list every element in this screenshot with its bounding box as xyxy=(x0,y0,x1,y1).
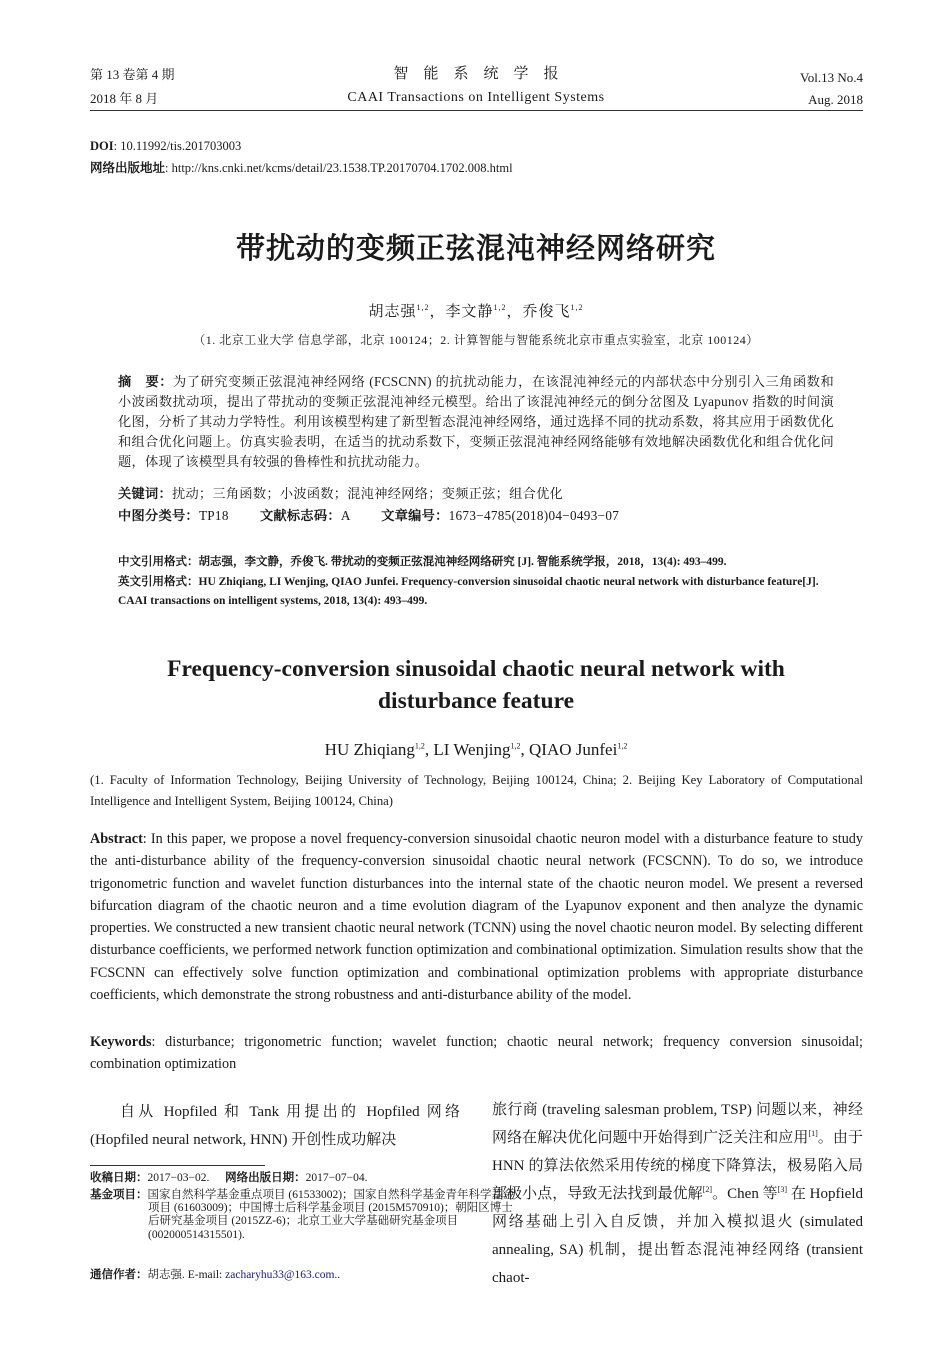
keywords-cn xyxy=(118,484,834,504)
author-1-en: HU Zhiqiang xyxy=(324,740,415,759)
keywords-en-text: : disturbance; trigonometric function; wavelet function; chaotic neural network; frequency conversion sinusoidal; combination optimization xyxy=(90,1034,863,1073)
corresponding-author xyxy=(90,1269,460,1282)
class-label: 中图分类号： xyxy=(118,508,199,523)
received-value: 2017−03−02. xyxy=(147,1172,210,1184)
author-1-cn: 胡志强 xyxy=(368,304,417,320)
received-dates xyxy=(90,1172,460,1185)
online-date-value: 2017−07−04. xyxy=(305,1172,368,1184)
article-number-label: 文章编号： xyxy=(381,508,449,523)
doi-label: DOI xyxy=(90,139,114,153)
doc-code-label: 文献标志码： xyxy=(259,508,341,523)
corresponding-email-link[interactable]: zacharyhu33@163.com xyxy=(225,1269,335,1281)
online-address-label: 网络出版地址 xyxy=(90,161,166,175)
reference-3[interactable]: [3] xyxy=(777,1185,788,1194)
reference-1[interactable]: [1] xyxy=(808,1129,818,1138)
body-right-text-2: 。由于 HNN 的算法依然采用传统的梯度下降算法，极易陷入局部极小点，导致无法找到最优解 xyxy=(492,1130,863,1202)
keywords-en xyxy=(90,1031,863,1076)
date-cn: 2018 年 8 月 xyxy=(90,91,159,106)
abstract-en-text: : In this paper, we propose a novel frequency-conversion sinusoidal chaotic neuron model with a disturbance feature to study the anti-disturbance ability of the frequency-conversion sinusoidal chaotic neural network (FCSCNN). To do so, we introduce trigonometric function and wavelet function disturbances into the internal state of the chaotic neuron model. We present a reversed bifurcation diagram of the chaotic neuron and a time evolution diagram of the Lyapunov exponent and then analyze the dynamic properties. We constructed a new transient chaotic neural network (TCNN) using the novel chaotic neuron model. By selecting different disturbance coefficients, we performed network function optimization and combinational optimization. Simulation results show that the FCSCNN can effectively solve function optimization and combinational optimization problems with appropriate disturbance coefficients, which demonstrate the strong robustness and anti-disturbance ability of the model. xyxy=(90,831,863,1004)
author-2-en: LI Wenjing xyxy=(433,740,511,759)
abstract-en-label: Abstract xyxy=(90,831,143,847)
citation-en xyxy=(118,573,834,611)
citation-cn-text: 胡志强，李文静，乔俊飞. 带扰动的变频正弦混沌神经网络研究 [J]. 智能系统学报，2018，13(4): 493–499. xyxy=(198,556,727,568)
funding xyxy=(90,1189,518,1242)
author-3-en-affil: 1,2 xyxy=(617,741,628,751)
keywords-en-label: Keywords xyxy=(90,1034,152,1050)
affiliation-en: (1. Faculty of Information Technology, Beijing University of Technology, Beijing 100124, China; 2. Beijing Key Laboratory of Computational Intelligence and Intelligent System, Beijing 100124, China) xyxy=(90,773,863,808)
author-2-affil: 1,2 xyxy=(493,303,507,312)
corresponding-name: 胡志强. E-mail: xyxy=(147,1269,226,1281)
online-date-label: 网络出版日期： xyxy=(225,1172,306,1184)
doc-code-value: A xyxy=(340,508,350,523)
body-right-text-3: 。Chen 等 xyxy=(712,1186,778,1202)
abstract-en xyxy=(90,828,863,1006)
online-address-url[interactable]: : http://kns.cnki.net/kcms/detail/23.1538.TP.20170704.1702.008.html xyxy=(165,161,513,175)
author-3-affil: 1,2 xyxy=(570,303,584,312)
doi-value[interactable]: : 10.11992/tis.201703003 xyxy=(113,139,242,153)
class-value: TP18 xyxy=(198,508,229,523)
header-rule xyxy=(90,110,863,111)
authors-en xyxy=(0,740,952,760)
journal-name-en: CAAI Transactions on Intelligent Systems xyxy=(347,90,605,105)
author-1-affil: 1,2 xyxy=(416,303,430,312)
title-en-line-1: Frequency-conversion sinusoidal chaotic neural network with xyxy=(167,656,785,682)
keywords-cn-text: 扰动；三角函数；小波函数；混沌神经网络；变频正弦；组合优化 xyxy=(171,486,564,501)
keywords-cn-label: 关键词： xyxy=(118,486,172,501)
date-en: Aug. 2018 xyxy=(808,92,863,107)
volume-issue-en: Vol.13 No.4 xyxy=(800,70,863,85)
author-3-en: QIAO Junfei xyxy=(529,740,618,759)
body-right-paragraph xyxy=(492,1096,863,1292)
author-sep-en: , xyxy=(520,740,530,759)
reference-2[interactable]: [2] xyxy=(702,1185,713,1194)
affiliation-cn: （1. 北京工业大学 信息学部，北京 100124；2. 计算智能与智能系统北京市重点实验室，北京 100124） xyxy=(193,333,759,347)
journal-name-cn: 智 能 系 统 学 报 xyxy=(393,64,559,82)
abstract-cn xyxy=(118,372,834,472)
online-address-line xyxy=(90,159,513,177)
author-sep: ， xyxy=(506,304,523,320)
abstract-cn-text: 为了研究变频正弦混沌神经网络 (FCSCNN) 的抗扰动能力，在该混沌神经元的内部状态中分别引入三角函数和小波函数扰动项，提出了带扰动的变频正弦混沌神经元模型。给出了该混沌神经元的倒分岔图及 Lyapunov 指数的时间演化图，分析了其动力学特性。利用该模型构建了新型暂态混沌神经网络，通过选择不同的扰动系数，将其应用于函数优化和组合优化问题上。仿真实验表明，在适当的扰动系数下，变频正弦混沌神经网络能够有效地解决函数优化和组合优化问题，体现了该模型具有较强的鲁棒性和抗扰动能力。 xyxy=(118,374,834,469)
author-3-cn: 乔俊飞 xyxy=(522,304,571,320)
funding-label: 基金项目： xyxy=(90,1189,148,1201)
volume-issue-cn: 第 13 卷第 4 期 xyxy=(90,67,175,82)
body-left-paragraph: 自从 Hopfiled 和 Tank 用提出的 Hopfiled 网络 (Hopfiled neural network, HNN) 开创性成功解决 xyxy=(90,1104,460,1148)
title-cn: 带扰动的变频正弦混沌神经网络研究 xyxy=(235,231,716,265)
author-2-en-affil: 1,2 xyxy=(510,741,521,751)
footnote-rule xyxy=(90,1165,265,1166)
classification-line xyxy=(118,506,834,526)
title-en-line-2: disturbance feature xyxy=(377,688,575,714)
body-right-text-4: 在 Hopfield 网络基础上引入自反馈，并加入模拟退火 (simulated annealing, SA) 机制，提出暂态混沌神经网络 (transient chaot- xyxy=(492,1186,863,1286)
doi-line xyxy=(90,137,241,155)
article-number-value: 1673−4785(2018)04−0493−07 xyxy=(448,508,620,523)
body-right-text-1: 旅行商 (traveling salesman problem, TSP) 问题以来，神经网络在解决优化问题中开始得到广泛关注和应用 xyxy=(492,1102,863,1146)
corresponding-label: 通信作者： xyxy=(90,1269,148,1281)
citation-cn-label: 中文引用格式： xyxy=(118,556,199,568)
funding-text: 国家自然科学基金重点项目 (61533002)；国家自然科学基金青年科学基金项目 (61603009)；中国博士后科学基金项目 (2015M570910)；朝阳区博士后研究基金项目 (2015ZZ-6)；北京工业大学基础研究基金项目 (002000514315501). xyxy=(147,1189,515,1241)
citation-cn xyxy=(118,553,834,572)
corresponding-end: .. xyxy=(334,1269,341,1281)
authors-cn xyxy=(0,300,952,321)
author-sep-en: , xyxy=(424,740,434,759)
author-sep: ， xyxy=(429,304,446,320)
abstract-cn-label: 摘 要： xyxy=(118,374,173,389)
received-label: 收稿日期： xyxy=(90,1172,148,1184)
author-1-en-affil: 1,2 xyxy=(414,741,425,751)
author-2-cn: 李文静 xyxy=(445,304,494,320)
citation-en-label: 英文引用格式： xyxy=(118,576,199,588)
citation-en-text: HU Zhiqiang, LI Wenjing, QIAO Junfei. Frequency-conversion sinusoidal chaotic neural network with disturbance feature[J]. CAAI transactions on intelligent systems, 2018, 13(4): 493–499. xyxy=(118,576,819,607)
